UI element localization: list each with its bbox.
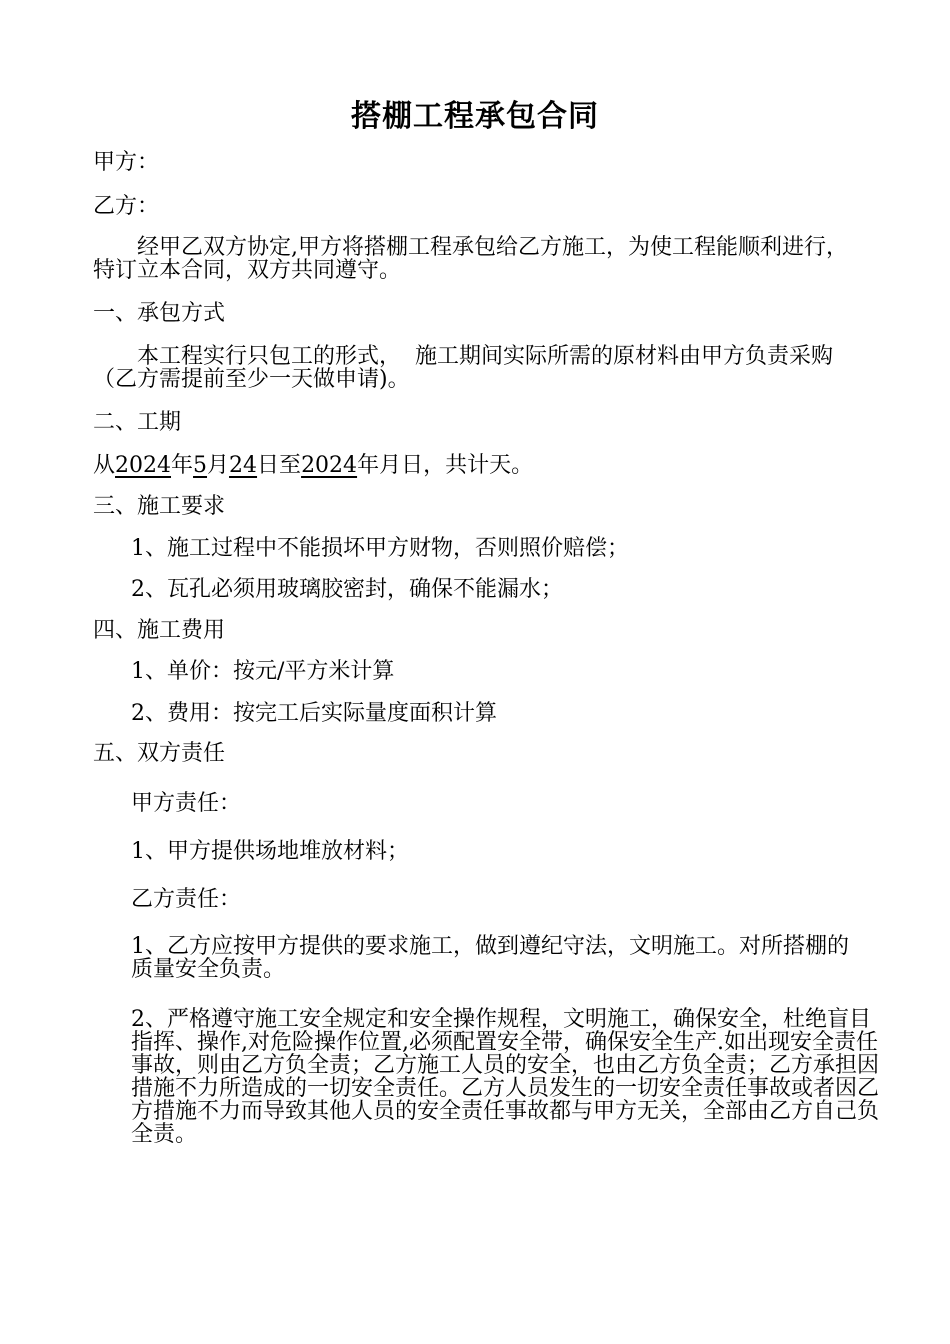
period-start-day: 24	[229, 453, 258, 478]
party-b-duty-item-1: 1、乙方应按甲方提供的要求施工，做到遵纪守法，文明施工。对所搭棚的质量安全负责。	[131, 934, 849, 982]
period-start-year: 2024	[115, 453, 172, 478]
period-start-month: 5	[193, 453, 208, 478]
construction-period	[93, 454, 880, 477]
section-heading-1: 一、承包方式	[93, 301, 226, 326]
fee-item-1: 1、单价：按元/平方米计算	[131, 659, 395, 684]
period-end-year: 2024	[301, 453, 358, 478]
party-b-label: 乙方：	[93, 194, 160, 219]
section-heading-4: 四、施工费用	[93, 618, 226, 643]
section-heading-2: 二、工期	[93, 410, 182, 435]
section-heading-5: 五、双方责任	[93, 741, 226, 766]
intro-paragraph: 经甲乙双方协定,甲方将搭棚工程承包给乙方施工，为使工程能顺利进行，特订立本合同，双方共同遵守。	[93, 235, 848, 283]
section-1-paragraph: 本工程实行只包工的形式， 施工期间实际所需的原材料由甲方负责采购（乙方需提前至少一天做申请)。	[93, 344, 833, 392]
document-title: 搭棚工程承包合同	[351, 99, 599, 134]
period-tail: 年月日，共计天。	[357, 453, 534, 478]
party-a-label: 甲方：	[93, 150, 160, 175]
fee-item-2: 2、费用：按完工后实际量度面积计算	[131, 701, 497, 726]
requirement-item-2: 2、瓦孔必须用玻璃胶密封，确保不能漏水；	[131, 577, 563, 602]
party-a-duty-item-1: 1、甲方提供场地堆放材料；	[131, 839, 409, 864]
party-b-duty-item-2: 2、严格遵守施工安全规定和安全操作规程，文明施工，确保安全，杜绝盲目指挥、操作,对危险操作位置,必须配置安全带，确保安全生产.如出现安全责任事故，则由乙方负全责；乙方施工人员的安全，也由乙方负全责；乙方承担因措施不力所造成的一切安全责任。乙方人员发生的一切安全责任事故或者因乙方措施不力而导致其他人员的安全责任事故都与甲方无关，全部由乙方自己负全责。	[131, 1007, 880, 1147]
period-month-unit: 月	[207, 453, 230, 478]
party-b-duty-label: 乙方责任：	[131, 887, 242, 912]
period-from: 从	[93, 453, 116, 478]
requirement-item-1: 1、施工过程中不能损坏甲方财物，否则照价赔偿；	[131, 536, 629, 561]
period-year-unit: 年	[171, 453, 194, 478]
period-day-to: 日至	[257, 453, 302, 478]
party-a-duty-label: 甲方责任：	[131, 791, 242, 816]
section-heading-3: 三、施工要求	[93, 494, 226, 519]
